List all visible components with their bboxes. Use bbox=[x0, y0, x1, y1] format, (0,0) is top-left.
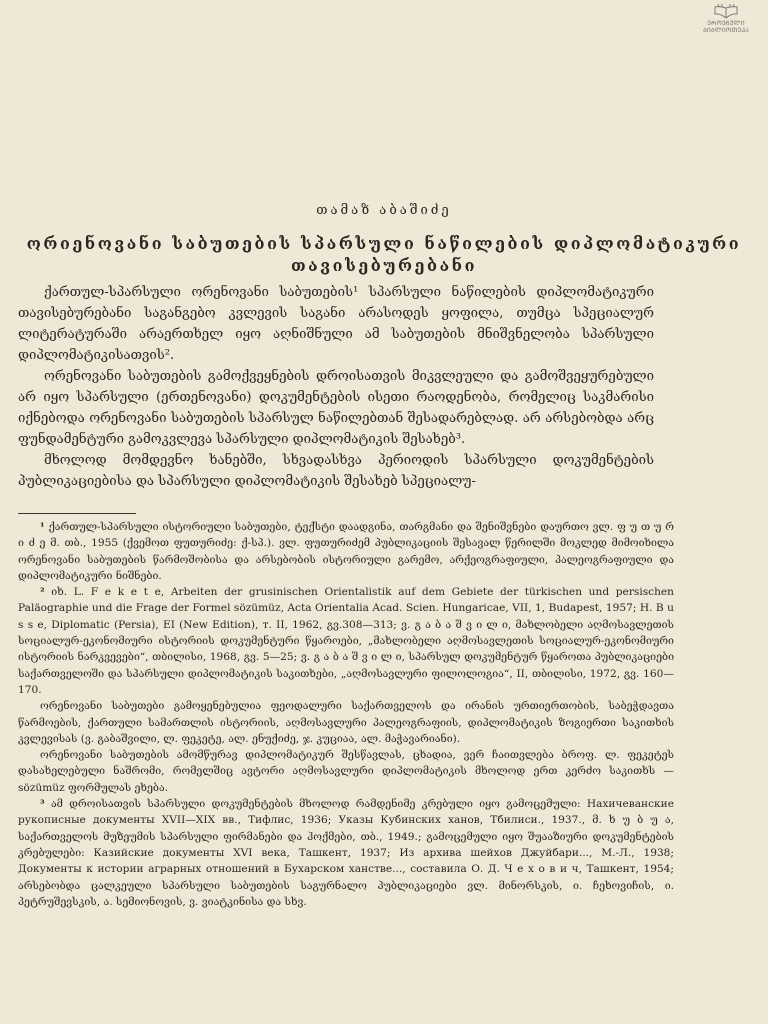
footnote-3-text: ამ დროისათვის სპარსული დოკუმენტების მხოლოდ რამდენიმე კრებული იყო გამოცემული: Нахичеванские рукописные документы XVII—XIX вв., Тифлис, 1936; Указы Кубинских ханов, Тбилиси., 1937., მ. ხ უ ბ უ ა, საქართველოს მუზეუმის სპარსული ფირმანები და ჰოქმები, თბ., 1949.; გამოცემული იყო შუააზიური დოკუმენტების კრებულები: Казийские документы XVI века, Ташкент, 1937; Из архива шейхов Джуйбари..., М.-Л., 1938; Документы к истории аграрных отношений в Бухарском ханстве..., составила О. Д. Ч е х о в и ч, Ташкент, 1954; არსებობდა ცალკეული სპარსული საბუთების საგურნალო პუბლიკაციები ვლ. მინორსკის, ი. ჩეხოვიჩის, ი. პეტრუშევსკის, ა. სემიონოვის, ვ. ვიატკინისა და სხვ. bbox=[18, 798, 674, 908]
footnote-2-continuation-2: ორენოვანი საბუთების ამომწურავ დიპლომატიკურ შესწავლას, ცხადია, ვერ ჩაითვლება ბროფ. ლ. ფეკეტეს დასახელებული ნაშრომი, რომელშიც ავტორი აღმოსავლური დიპლომატიკის მხოლოდ ერთ კერძო საკითხს — sözümüz ფორმულას ეხება. bbox=[18, 749, 674, 794]
footnote-2-continuation-1: ორენოვანი საბუთები გამოყენებულია ფეოდალური საქართველოს და ირანის ურთიერთობის, საბეჭდავთა წარმოების, ქართული სამართლის ისტორიის, აღმოსავლური პალეოგრაფიის, დიპლომატიკის ზოგიერთი საკითხის კვლევისას (ვ. გაბაშვილი, ლ. ფეკეტე, ალ. ენუქიძე, ჯ. კუციაა, ალ. მაჭავარიანი). bbox=[18, 700, 674, 745]
footnotes bbox=[18, 519, 674, 910]
footnote-1-text: ქართულ-სპარსული ისტორიული საბუთები, ტექსტი დაადგინა, თარგმანი და შენიშვნები დაურთო ვლ. ფ უ თ უ რ ი ძ ე მ. თბ., 1955 (ქვემოთ ფუთურიძე: ქ-სპ.). ვლ. ფუთურიძემ პუბლიკაციის შესავალ წერილში მოკლედ მიმოიხილა ორენოვანი საბუთების წარმოშობისა და არსებობის ისტორიული გარემო, არქეოგრაფიული, პალეოგრაფიული და დიპლომატიკური ნიშნები. bbox=[18, 521, 674, 582]
footnote-1-number: ¹ bbox=[40, 521, 45, 533]
footnote-2-text: იხ. L. F e k e t e, Arbeiten der grusinischen Orientalistik auf dem Gebiete der türkischen und persischen Paläographie und die Frage der Formel sözümüz, Acta Orientalia Acad. Scien. Hungaricae, VII, 1, Budapest, 1957; H. B u s s e, Diplomatic (Persia), EI (New Edition), т. II, 1962, გვ.308—313; ვ. გ ა ბ ა შ ვ ი ლ ი, მახლობელი აღმოსავლეთის სოციალურ-ეკონომიური ისტორიის დოკუმენტური წყაროები, „მახლობელი აღმოსავლეთის სოციალურ-ეკონომიური ისტორიის ნარკვევები“, თბილისი, 1968, გვ. 5—25; ვ. გ ა ბ ა შ ვ ი ლ ი, სპარსულ დოკუმენტურ წყაროთა პუბლიკაციები საქართველოში და სპარსული დიპლომატიკის საკითხები, „აღმოსავლური ფილოლოგია“, II, თბილისი, 1972, გვ. 160—170. bbox=[18, 586, 674, 696]
library-logo bbox=[698, 4, 754, 34]
body-paragraph-1: ქართულ-სპარსული ორენოვანი საბუთების¹ სპარსული ნაწილების დიპლომატიკური თავისებურებანი საგანგებო კვლევის საგანი არასოდეს ყოფილა, თუმცა სპეციალურ ლიტერატურაში არაერთხელ იყო აღნიშნული ამ საბუთების მნიშვნელობა სპარსული დიპლომატიკისათვის². bbox=[18, 285, 654, 363]
author-name: თამაზ აბაშიძე bbox=[316, 203, 452, 218]
body-paragraph-3: მხოლოდ მომდევნო ხანებში, სხვადასხვა პერიოდის სპარსული დოკუმენტების პუბლიკაციებისა და სპარსული დიპლომატიკის შესახებ სპეციალუ- bbox=[18, 453, 654, 489]
body-paragraph-2: ორენოვანი საბუთების გამოქვეყნების დროისათვის მიკვლეული და გამოშვეყურებული არ იყო სპარსული (ერთენოვანი) დოკუმენტების ისეთი რაოდენობა, რომელიც საკმარისი იქნებოდა ორენოვანი საბუთების სპარსულ ნაწილებთან შესადარებლად. არ არსებობდა არც ფუნდამენტური გამოკვლევა სპარსული დიპლომატიკის შესახებ³. bbox=[18, 369, 654, 447]
footnote-divider bbox=[18, 513, 136, 514]
footnote-2-number: ² bbox=[40, 586, 45, 599]
footnote-3 bbox=[18, 796, 674, 910]
footnote-2 bbox=[18, 584, 674, 698]
body-text bbox=[18, 282, 654, 492]
logo-text-line1: ᲔᲠᲝᲕᲜᲣᲚᲘ bbox=[707, 20, 745, 27]
book-icon bbox=[713, 4, 739, 20]
footnote-1 bbox=[18, 519, 674, 584]
article-title: ორიენოვანი საბუთების სპარსული ნაწილების დიპლომატიკური თავისებურებანი bbox=[26, 234, 742, 275]
footnote-3-number: ³ bbox=[40, 798, 45, 811]
logo-text-line2: ᲑᲘᲑᲚᲘᲝᲗᲔᲙᲐ bbox=[703, 27, 749, 34]
